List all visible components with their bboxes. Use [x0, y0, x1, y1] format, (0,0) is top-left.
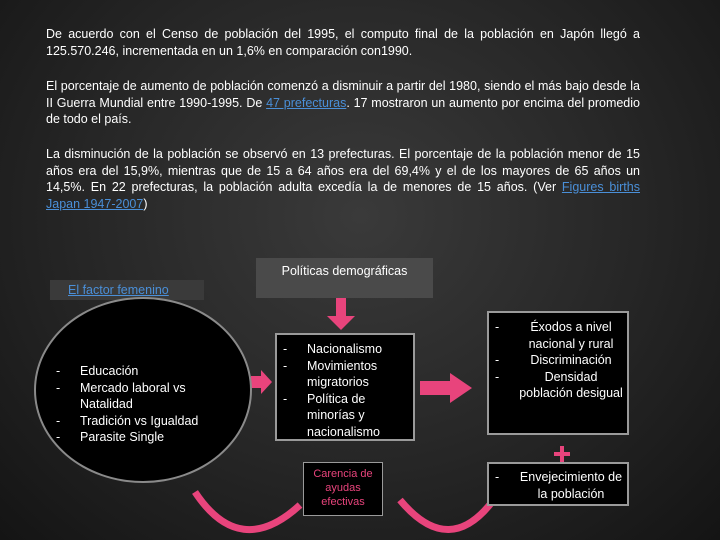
center-to-right-arrow	[420, 373, 472, 403]
factors-circle	[34, 297, 252, 483]
plus-icon	[554, 446, 570, 462]
circle-to-center-arrow	[251, 370, 272, 394]
center-item: - Política de minorías y nacionalismo	[281, 391, 409, 441]
center-item: - Nacionalismo	[281, 341, 409, 358]
paragraph-growth-text-a: El porcentaje de aumento de población comenzó a disminuir a partir del 1980, siendo el más bajo desde la II Guerra Mundial entre 1990-1995. De	[46, 79, 640, 110]
figures-births-link[interactable]: Figures births Japan 1947-2007	[46, 180, 640, 211]
aging-item: - Envejecimiento de la población	[493, 469, 623, 502]
paragraph-decline-text-b: )	[143, 196, 148, 211]
circle-item: - Parasite Single	[54, 429, 204, 446]
paragraph-decline-text-a: La disminución de la población se observó en 13 prefecturas. El porcentaje de la población menor de 15 años era del 15,9%, mientras que de 15 a 64 años era del 69,4% y el de los mayores de 65 años un 14,5%. En 22 prefecturas, la población adulta excedía la de menores de 15 años. (Ver	[46, 147, 640, 194]
center-item: - Movimientos migratorios	[281, 358, 409, 391]
policies-title: Políticas demográficas	[281, 264, 408, 278]
policies-box	[256, 258, 433, 298]
right-item: - Discriminación	[493, 352, 623, 369]
paragraph-growth-text-b: . 17 mostraron un aumento por encima del promedio de todo el país.	[46, 95, 640, 126]
right-item: - Densidad población desigual	[493, 369, 623, 402]
aging-box	[487, 462, 629, 506]
right-item: - Éxodos a nivel nacional y rural	[493, 319, 623, 352]
paragraph-census-text: De acuerdo con el Censo de población del 1995, el computo final de la población en Japón llegó a 125.570.246, incrementada en un 1,6% en comparación con1990.	[46, 27, 640, 58]
lack-of-aid-box	[303, 462, 383, 516]
lack-of-aid-text: Carencia de ayudas efectivas	[313, 468, 373, 508]
female-factor-link[interactable]: El factor femenino	[68, 283, 169, 297]
policies-down-arrow	[327, 298, 355, 330]
circle-item: - Educación	[54, 363, 204, 380]
right-factors-box	[487, 311, 629, 435]
circle-item: - Mercado laboral vs Natalidad	[54, 380, 204, 413]
center-factors-box	[275, 333, 415, 441]
prefecturas-link[interactable]: 47 prefecturas	[266, 95, 347, 110]
circle-item: - Tradición vs Igualdad	[54, 413, 204, 430]
